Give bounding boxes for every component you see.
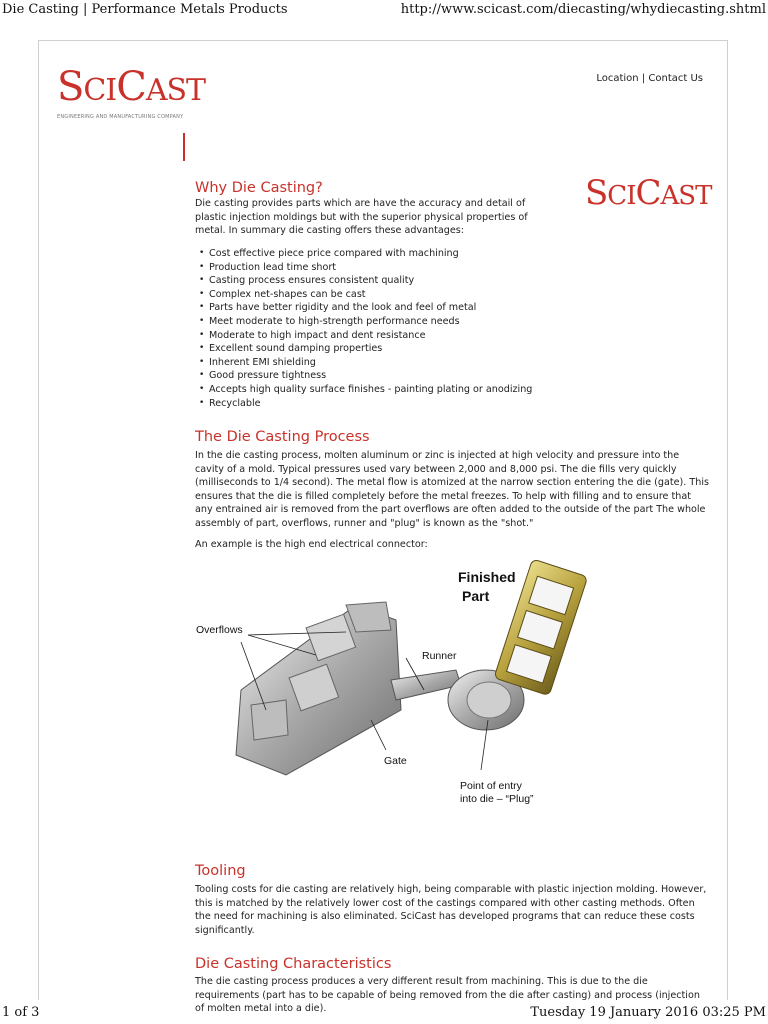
advantages-list [195, 247, 609, 410]
label-finished-part [458, 568, 516, 606]
heading-why-die-casting: Why Die Casting? [195, 180, 323, 196]
label-entry-line1: Point of entry [460, 780, 522, 792]
nav-contact-link[interactable]: Contact Us [648, 73, 703, 84]
list-item: • Recyclable [209, 397, 609, 411]
logo-tagline: ENGINEERING AND MANUFACTURING COMPANY [57, 114, 184, 120]
label-entry-line2: into die – “Plug” [460, 793, 534, 805]
shot-illustration [196, 560, 596, 810]
label-runner: Runner [422, 650, 457, 662]
list-item: • Excellent sound damping properties [209, 342, 609, 356]
logo-wordmark: SCICAST [57, 64, 206, 110]
accent-divider [183, 133, 185, 161]
nav-separator: | [641, 73, 646, 84]
label-finished-line1: Finished [458, 569, 516, 585]
label-point-of-entry [460, 780, 534, 806]
process-body-text: In the die casting process, molten aluminum or zinc is injected at high velocity and pressure into the cavity of a mold. Typical pressures used vary between 2,000 and 8,000 psi. The die fills very quickly (milliseconds to 1/4 second). The metal flow is atomized at the narrow section entering the die (gate). This ensures that the die is filled completely before the metal freezes. To help with filling and to ensure that any entrained air is removed from the part overflows are often added to the outside of the part The whole assembly of part, overflows, runner and "plug" is known as the "shot." [195, 450, 709, 529]
list-item: • Casting process ensures consistent quality [209, 274, 609, 288]
casting-shot [236, 602, 524, 775]
print-header-title: Die Casting | Performance Metals Products [2, 2, 288, 17]
heading-tooling: Tooling [195, 863, 246, 879]
list-item: • Production lead time short [209, 261, 609, 275]
heading-die-casting-characteristics: Die Casting Characteristics [195, 956, 392, 972]
tooling-body-text: Tooling costs for die casting are relatively high, being comparable with plastic injection molding. However, this is matched by the relatively lower cost of the castings compared with other casting methods. Often the need for machining is also eliminated. SciCast has developed programs that can reduce these costs significantly. [195, 884, 707, 936]
list-item: • Cost effective piece price compared with machining [209, 247, 609, 261]
nav-location-link[interactable]: Location [596, 73, 639, 84]
list-item: • Moderate to high impact and dent resistance [209, 329, 609, 343]
print-footer-datetime: Tuesday 19 January 2016 03:25 PM [530, 1005, 766, 1020]
list-item: • Meet moderate to high-strength performance needs [209, 315, 609, 329]
list-item: • Inherent EMI shielding [209, 356, 609, 370]
scicast-secondary-logo: SCICAST [585, 173, 712, 213]
label-gate: Gate [384, 755, 407, 767]
list-item: • Complex net-shapes can be cast [209, 288, 609, 302]
die-casting-shot-figure [196, 560, 596, 810]
print-footer-page: 1 of 3 [2, 1005, 40, 1020]
characteristics-body-text: The die casting process produces a very different result from machining. This is due to the die requirements (part has to be capable of being removed from the die after casting) and process (injection of molten metal into a die). [195, 976, 700, 1014]
list-item: • Parts have better rigidity and the look and feel of metal [209, 301, 609, 315]
scicast-logo[interactable] [57, 64, 206, 120]
label-finished-line2: Part [462, 588, 490, 604]
why-intro-text: Die casting provides parts which are have the accuracy and detail of plastic injection moldings but with the superior physical properties of metal. In summary die casting offers these advantages: [195, 198, 528, 236]
process-example-text: An example is the high end electrical connector: [195, 539, 428, 550]
label-overflows: Overflows [196, 624, 243, 636]
list-item: • Good pressure tightness [209, 369, 609, 383]
list-item: • Accepts high quality surface finishes - painting plating or anodizing [209, 383, 609, 397]
heading-die-casting-process: The Die Casting Process [195, 429, 370, 445]
print-header-url: http://www.scicast.com/diecasting/whydiecasting.shtml [400, 2, 766, 17]
top-nav [596, 73, 703, 84]
